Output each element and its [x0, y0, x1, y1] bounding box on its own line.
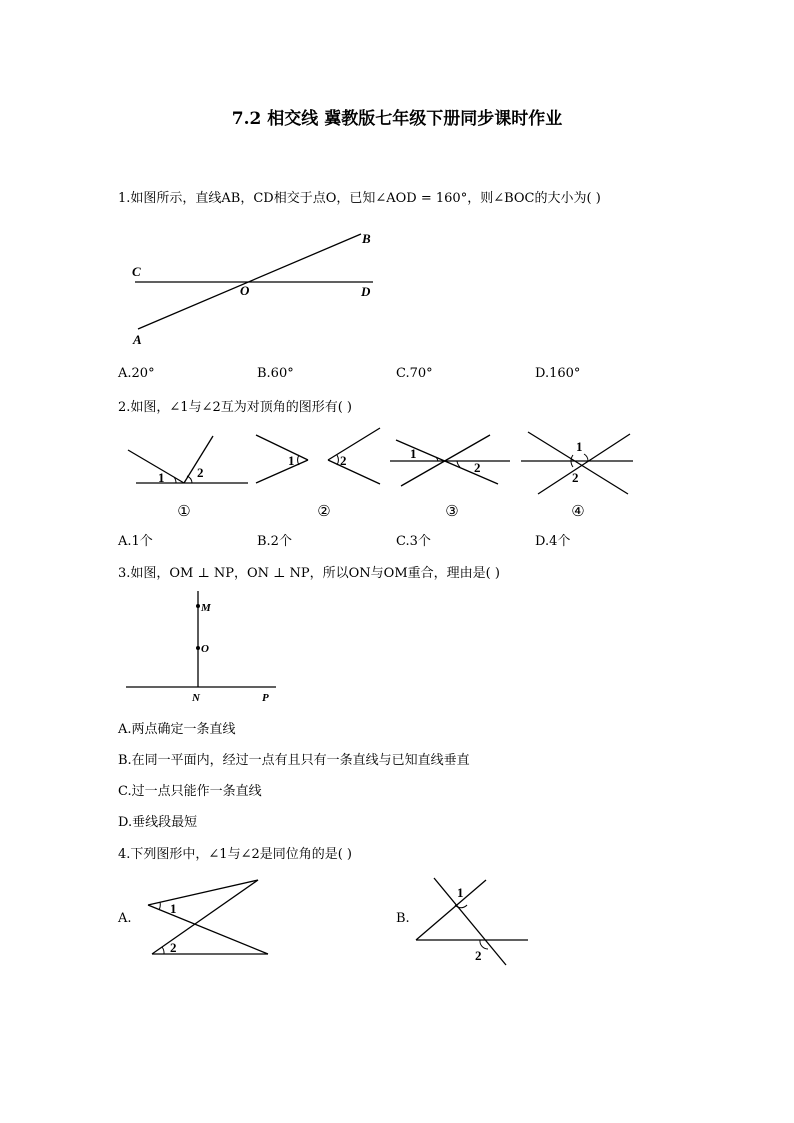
q2-figure-4	[521, 432, 633, 520]
q2-figure-2	[256, 428, 380, 520]
q2-f1-label-1: 1	[158, 470, 165, 485]
q1-label-C: C	[132, 264, 141, 279]
q1-option-a[interactable]: A.20°	[118, 366, 155, 381]
q3-option-c[interactable]: C.过一点只能作一条直线	[118, 784, 262, 799]
q2-figure-1	[128, 436, 248, 520]
q3-label-N: N	[192, 692, 200, 704]
q2-caption-1: ①	[177, 504, 191, 520]
q2-option-c[interactable]: C.3个	[396, 534, 431, 549]
q1-option-b[interactable]: B.60°	[257, 366, 294, 381]
q3-label-M: M	[201, 602, 211, 614]
q4-option-a-label[interactable]: A.	[118, 911, 132, 926]
q3-label-O: O	[201, 643, 209, 655]
q1-label-O: O	[240, 283, 250, 298]
question-4-stem: 4.下列图形中，∠1与∠2是同位角的是( )	[118, 847, 353, 862]
q2-figure-3	[390, 435, 510, 520]
q1-label-D: D	[361, 284, 371, 299]
q4-option-b-figure[interactable]	[410, 872, 535, 970]
q4-b-label-2: 2	[475, 948, 482, 963]
q2-f4-label-2: 2	[572, 470, 579, 485]
q1-option-c[interactable]: C.70°	[396, 366, 433, 381]
page-title: 7.2 相交线 冀教版七年级下册同步课时作业	[231, 109, 563, 129]
question-3-figure	[118, 585, 288, 710]
question-3-stem: 3.如图，OM ⊥ NP，ON ⊥ NP，所以ON与OM重合，理由是( )	[118, 566, 500, 581]
q4-option-a-figure[interactable]	[140, 872, 275, 962]
q4-option-b-label[interactable]: B.	[396, 911, 410, 926]
q4-a-label-2: 2	[170, 940, 177, 955]
q3-option-d[interactable]: D.垂线段最短	[118, 815, 198, 830]
q3-option-a[interactable]: A.两点确定一条直线	[118, 722, 236, 737]
q2-option-d[interactable]: D.4个	[535, 534, 571, 549]
question-1-stem: 1.如图所示，直线AB，CD相交于点O，已知∠AOD = 160°，则∠BOC的大小为( )	[118, 191, 601, 206]
q2-caption-4: ④	[571, 504, 585, 520]
question-1-figure	[118, 222, 398, 352]
q1-label-B: B	[362, 231, 371, 246]
q2-f4-label-1: 1	[576, 439, 583, 454]
q2-f3-label-1: 1	[410, 446, 417, 461]
question-2-figures	[118, 420, 648, 525]
q2-f2-label-2: 2	[340, 453, 347, 468]
q1-option-d[interactable]: D.160°	[535, 366, 581, 381]
q4-a-label-1: 1	[170, 901, 177, 916]
q1-label-A: A	[133, 332, 142, 347]
q2-f1-label-2: 2	[197, 465, 204, 480]
q2-f3-label-2: 2	[474, 460, 481, 475]
question-2-stem: 2.如图，∠1与∠2互为对顶角的图形有( )	[118, 400, 353, 415]
q2-option-b[interactable]: B.2个	[257, 534, 292, 549]
q2-caption-2: ②	[317, 504, 331, 520]
q2-f2-label-1: 1	[288, 453, 295, 468]
q3-option-b[interactable]: B.在同一平面内，经过一点有且只有一条直线与已知直线垂直	[118, 753, 470, 768]
q2-caption-3: ③	[445, 504, 459, 520]
q4-b-label-1: 1	[457, 885, 464, 900]
q3-label-P: P	[262, 692, 269, 704]
q2-option-a[interactable]: A.1个	[118, 534, 153, 549]
